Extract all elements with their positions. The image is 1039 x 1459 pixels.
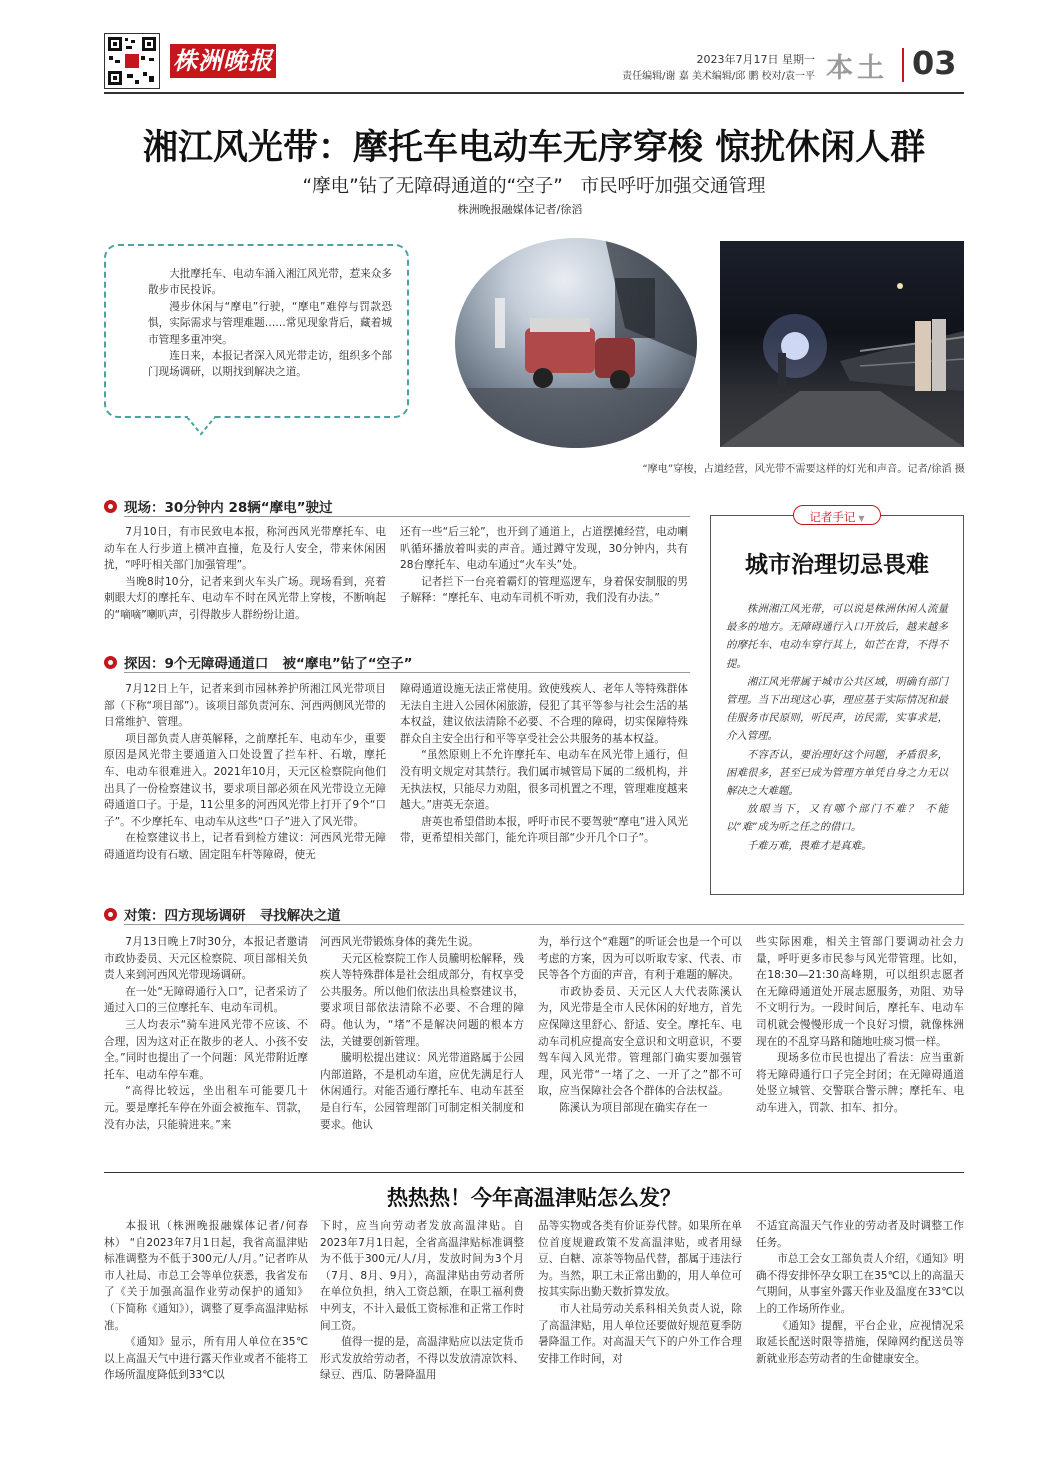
section-dot-icon <box>104 656 117 669</box>
paragraph: 7月10日，有市民致电本报，称河西风光带摩托车、电动车在人行步道上横冲直撞，危及行人安全，带来休闲困扰，“呼吁相关部门加强管理”。 <box>104 526 386 572</box>
paragraph: 下时，应当向劳动者发放高温津贴。自2023年7月1日起，全省高温津贴标准调整为不低于300元/人/月，发放时间为3个月（7月、8月、9月），高温津贴由劳动者所在单位负担，纳入工资总额，在职工福利费中列支，不计入最低工资标准和正常工作时间工资。 <box>320 1220 524 1332</box>
paragraph: 7月12日上午，记者来到市园林养护所湘江风光带项目部（下称“项目部”）。该项目部负责河东、河西两侧风光带的日常维护、管理。 <box>104 683 386 729</box>
paragraph: 些实际困难，相关主管部门要调动社会力量，呼吁更多市民参与风光带管理。比如，在18:30—21:30高峰期，可以组织志愿者在无障碍通道处开展志愿服务，劝阻、劝导不文明行为。一段时间后，摩托车、电动车司机就会慢慢形成一个良好习惯，就像株洲现在的不乱穿马路和随地吐痰习惯一样。 <box>756 936 964 1048</box>
paragraph: 唐英也希望借助本报，呼吁市民不要驾驶“摩电”进入风光带，更希望相关部门，能允许项目部“少开几个口子”。 <box>400 815 688 845</box>
paragraph: 《通知》提醒，平台企业，应视情况采取延长配送时限等措施，保障网约配送员等新就业形态劳动者的生命健康安全。 <box>756 1319 964 1365</box>
section-heading-text: 现场：30分钟内 28辆“摩电”驶过 <box>124 500 333 516</box>
paragraph: 騰明松提出建议：风光带道路属于公园内部道路，不是机动车道，应优先满足行人休闲通行。对能否通行摩托车、电动车甚至是自行车，公园管理部门可制定相关制度和要求。他认 <box>320 1052 524 1131</box>
paragraph: 在检察建议书上，记者看到检方建议：河西风光带无障碍通道均设有石墩、固定阻车杆等障碍，使无 <box>104 832 386 861</box>
section3-col2 <box>320 934 524 1133</box>
section-rule <box>124 924 964 925</box>
commentary-title: 城市治理切忌畏难 <box>745 552 929 578</box>
section-divider <box>902 48 904 82</box>
paragraph: 《通知》显示，所有用人单位在35℃以上高温天气中进行露天作业或者不能将工作场所温度降低到33℃以 <box>104 1336 308 1382</box>
section-rule <box>124 672 690 673</box>
paragraph: 三人均表示“骑车进风光带不应该、不合理，因为这对正在散步的老人、小孩不安全。”同时也提出了一个问题：风光带附近摩托车、电动车停车难。 <box>104 1018 308 1081</box>
byline: 株洲晚报融媒体记者/徐滔 <box>457 203 583 216</box>
qr-code-icon <box>104 33 160 89</box>
section-dot-icon <box>104 908 117 921</box>
paragraph: 河西风光带锻炼身体的龚先生说。 <box>320 936 479 948</box>
paragraph: 当晚8时10分，记者来到火车头广场。现场看到，亮着刺眼大灯的摩托车、电动车不时在风光带上穿梭，不断响起的“嘀嘀”喇叭声，引得散步人群纷纷让道。 <box>104 575 386 621</box>
commentary-tag-text: 记者手记 <box>809 510 856 524</box>
intro-paragraph: 连日来，本报记者深入风光带走访，组织多个部门现场调研，以期找到解决之道。 <box>148 350 392 379</box>
photo-circle-scooter <box>455 238 697 448</box>
section-rule <box>124 516 690 517</box>
section3-col4 <box>756 934 964 1117</box>
section-heading-cause <box>104 652 412 672</box>
paragraph: 现场多位市民也提出了看法：应当重新将无障碍通行口子完全封闭；在无障碍通道处竖立城管、交警联合警示牌；摩托车、电动车进入，罚款、扣车、扣分。 <box>756 1052 964 1114</box>
dropdown-triangle-icon: ▼ <box>858 514 865 523</box>
bottom-col4 <box>756 1218 964 1367</box>
paragraph: 株洲湘江风光带，可以说是株洲休闲人流量最多的地方。无障碍通行入口开放后，越来越多的摩托车、电动车穿行其上，如芒在背，不得不提。 <box>726 603 948 670</box>
section-heading-scene <box>104 496 333 516</box>
paragraph: 市政协委员、天元区人大代表陈溪认为，风光带是全市人民休闲的好地方，首先应保障这里舒心、舒适、安全。摩托车、电动车司机应提高安全意识和文明意识，不要驾车闯入风光带。管理部门确实要加强管理，风光带“一堵了之、一开了之”都不可取，应当保障社会各个群体的合法权益。 <box>538 985 742 1098</box>
paragraph: 天元区检察院工作人员騰明松解释，残疾人等特殊群体是社会组成部分，有权享受公共服务。所以他们依法出具检察建议书，要求项目部依法清除不必要、不合理的障碍。他认为，“堵”不是解决问题的根本方法，关键要创新管理。 <box>320 952 524 1048</box>
section1-col2 <box>400 524 688 607</box>
paragraph: “高得比较远，坐出租车可能要几十元。要是摩托车停在外面会被拖车、罚款，没有办法，只能骑进来。”来 <box>104 1085 308 1131</box>
section2-col1 <box>104 681 386 864</box>
section-heading-text: 探因：9个无障碍通道口 被“摩电”钻了“空子” <box>124 656 413 672</box>
photo-night-path <box>720 241 964 447</box>
paragraph: 为，举行这个“难题”的听证会也是一个可以考虑的方案，因为可以听取专家、代表、市民等各个方面的声音，有利于难题的解决。 <box>538 936 742 982</box>
paragraph: 还有一些“后三轮”，也开到了通道上，占道摆摊经营，电动喇叭循环播放着叫卖的声音。通过蹲守发现，30分钟内，共有28台摩托车、电动车通过“火车头”处。 <box>400 526 688 572</box>
paragraph: 放眼当下，又有哪个部门不难？ 不能以“难”成为听之任之的借口。 <box>726 803 948 834</box>
paragraph: 值得一提的是，高温津贴应以法定货币形式发放给劳动者，不得以发放清凉饮料、绿豆、西瓜、防暑降温用 <box>320 1336 524 1382</box>
bottom-col3 <box>538 1218 742 1367</box>
paragraph: “虽然原则上不允许摩托车、电动车在风光带上通行，但没有明文规定对其禁行。我们属市城管局下属的二级机构，并无执法权，只能尽力劝阻，很多司机置之不理，管理难度越来越大。”唐英无奈道。 <box>400 749 688 812</box>
paper-logo: 株洲晚报 <box>170 44 276 78</box>
paragraph: 在一处“无障碍通行入口”，记者采访了通过入口的三位摩托车、电动车司机。 <box>104 985 308 1015</box>
editors-line: 责任编辑/谢 嘉 美术编辑/邱 鹏 校对/袁一平 <box>622 71 815 82</box>
bottom-col1 <box>104 1218 308 1384</box>
paragraph: 7月13日晚上7时30分，本报记者邀请市政协委员、天元区检察院、项目部相关负责人来到河西风光带现场调研。 <box>104 936 308 982</box>
paragraph: 不容否认，要治理好这个问题，矛盾很多，困难很多，甚至已成为管理方单凭自身之力无以解决之大难题。 <box>726 748 948 798</box>
masthead-rule <box>104 92 964 94</box>
paragraph: 千难万难，畏难才是真难。 <box>746 839 872 852</box>
section-heading-solution <box>104 904 341 924</box>
intro-bubble <box>104 244 409 418</box>
commentary-body <box>726 600 948 855</box>
section3-col1 <box>104 934 308 1133</box>
section-dot-icon <box>104 500 117 513</box>
intro-paragraph: 大批摩托车、电动车涌入湘江风光带，惹来众多散步市民投诉。 <box>148 268 392 297</box>
paragraph: 本报讯（株洲晚报融媒体记者/何春林） “自2023年7月1日起，我省高温津贴标准调整为不低于300元/人/月。”记者昨从市人社局、市总工会等单位获悉，我省发布了《关于加强高温作业劳动保护的通知》（下简称《通知》），调整了夏季高温津贴标准。 <box>104 1220 308 1332</box>
paragraph: 市总工会女工部负责人介绍，《通知》明确不得安排怀孕女职工在35℃以上的高温天气期间，从事室外露天作业及温度在33℃以上的工作场所作业。 <box>756 1253 964 1315</box>
paragraph: 项目部负责人唐英解释，之前摩托车、电动车少，重要原因是风光带主要通道入口处设置了拦车杆、石墩，摩托车、电动车很难进入。2021年10月，天元区检察院向他们出具了一份检察建议书，要求项目部必须在风光带设立无障碍通道口子。于是，11公里多的河西风光带上打开了9个“口子”。不少摩托车、电动车从这些“口子”进入了风光带。 <box>104 732 386 828</box>
photo-caption: “摩电”穿梭，占道经营，风光带不需要这样的灯光和声音。记者/徐滔 摄 <box>642 464 965 475</box>
bottom-col2 <box>320 1218 524 1384</box>
section-heading-text: 对策：四方现场调研 寻找解决之道 <box>124 908 341 924</box>
bubble-tail <box>185 414 225 438</box>
subheadline: “摩电”钻了无障碍通道的“空子” 市民呼吁加强交通管理 <box>302 176 766 197</box>
paragraph: 市人社局劳动关系科相关负责人说，除了高温津贴，用人单位还要做好规范夏季防暑降温工作。对高温天气下的户外工作合理安排工作时间，对 <box>538 1302 742 1365</box>
bottom-headline: 热热热！今年高温津贴怎么发？ <box>387 1186 681 1210</box>
paragraph: 陈溪认为项目部现在确实存在一 <box>559 1101 708 1114</box>
section1-col1 <box>104 524 386 624</box>
page-number: 03 <box>912 44 957 82</box>
section-name: 本土 <box>826 53 888 84</box>
paragraph: 障碍通道设施无法正常使用。致使残疾人、老年人等特殊群体无法自主进入公园休闲旅游，侵犯了其平等参与社会生活的基本权益，建议依法清除不必要、不合理的障碍，切实保障特殊群众自主安全出行和平等享受社会公共服务的基本权益。 <box>400 683 688 745</box>
date-line: 2023年7月17日 星期一 <box>696 53 815 66</box>
paragraph: 记者拦下一台亮着霸灯的管理巡逻车，身着保安制服的男子解释：“摩托车、电动车司机不听劝，我们没有办法。” <box>400 575 688 605</box>
bottom-article-rule <box>104 1172 964 1173</box>
paragraph: 湘江风光带属于城市公共区域，明确有部门管理。当下出现这心事，理应基于实际情况和最佳服务市民原则，听民声，访民需，实事求是，介入管理。 <box>726 675 948 743</box>
intro-paragraph: 漫步休闲与“摩电”行驶，“摩电”难停与罚款恐惧，实际需求与管理难题……常见现象背后，藏着城市管理多重冲突。 <box>148 300 392 346</box>
commentary-tag <box>793 505 881 525</box>
section3-col3 <box>538 934 742 1117</box>
section2-col2 <box>400 681 688 847</box>
paragraph: 不适宜高温天气作业的劳动者及时调整工作任务。 <box>756 1220 964 1249</box>
headline: 湘江风光带：摩托车电动车无序穿梭 惊扰休闲人群 <box>142 128 926 168</box>
paragraph: 品等实物或各类有价证券代替。如果所在单位首度规避政策不发高温津贴，或者用绿豆、白糖、凉茶等物品代替，都属于违法行为。当然，职工未正常出勤的，用人单位可按其实际出勤天数折算发放。 <box>538 1220 742 1299</box>
